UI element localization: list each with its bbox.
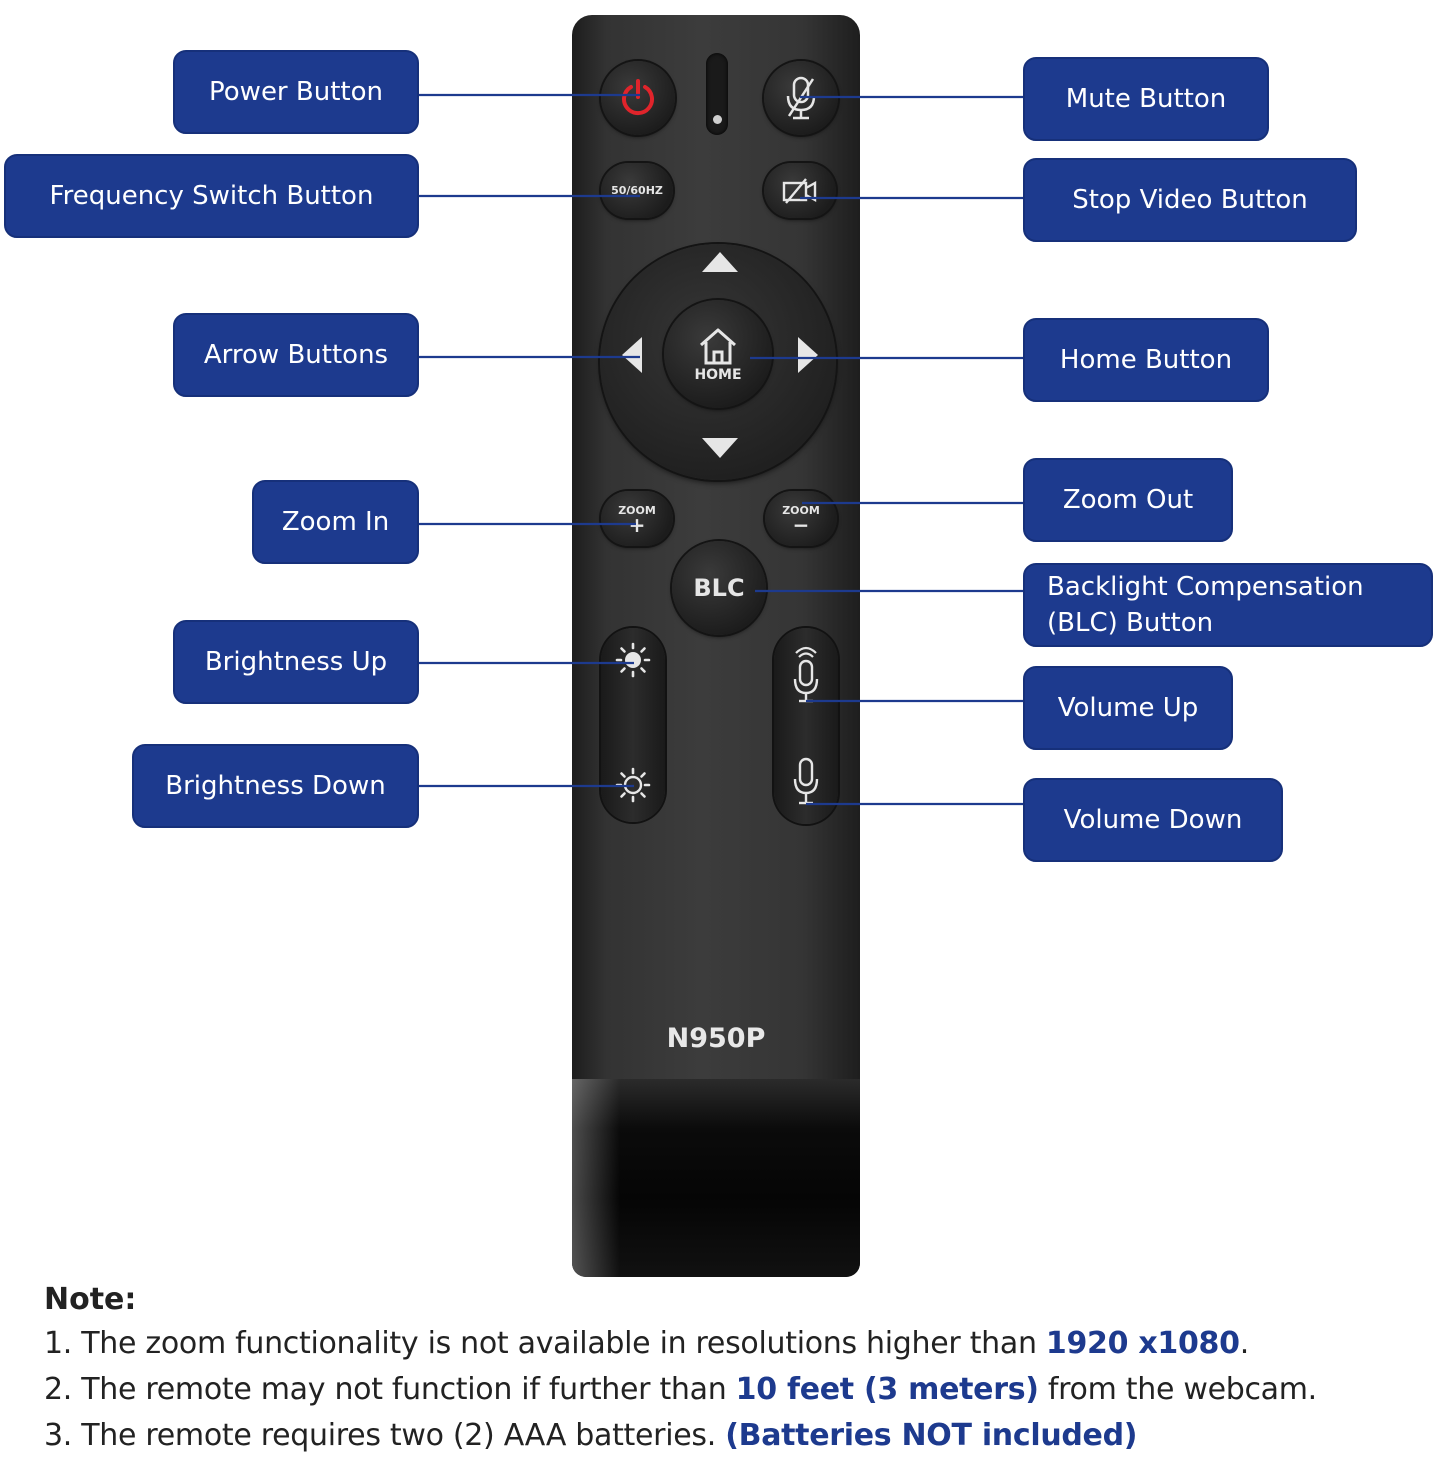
note-2-text: 2. The remote may not function if further than [44, 1372, 736, 1407]
note-line-2 [44, 1367, 1434, 1413]
zoom-in-label: ZOOM [618, 503, 656, 517]
label-volume-down: Volume Down [1023, 778, 1283, 862]
notes-section [44, 1282, 1434, 1459]
label-brightness-up: Brightness Up [173, 620, 419, 704]
frequency-button-label: 50/60HZ [611, 183, 663, 197]
note-2-highlight: 10 feet (3 meters) [735, 1372, 1039, 1407]
note-3-highlight: (Batteries NOT included) [725, 1418, 1138, 1453]
zoom-out-label: ZOOM [782, 503, 820, 517]
notes-title: Note: [44, 1282, 137, 1317]
label-blc-button [1023, 563, 1433, 647]
label-home-button: Home Button [1023, 318, 1269, 402]
label-mute-button: Mute Button [1023, 57, 1269, 141]
label-frequency-switch: Frequency Switch Button [4, 154, 419, 238]
label-arrow-buttons: Arrow Buttons [173, 313, 419, 397]
minus-icon: − [792, 512, 810, 537]
note-1-text: 1. The zoom functionality is not available in resolutions higher than [44, 1326, 1046, 1361]
label-zoom-out: Zoom Out [1023, 458, 1233, 542]
model-name: N950P [666, 1023, 766, 1054]
note-line-1 [44, 1321, 1434, 1367]
note-1-end: . [1239, 1326, 1249, 1361]
label-zoom-in: Zoom In [252, 480, 419, 564]
note-line-3 [44, 1413, 1434, 1459]
label-blc-line2: (BLC) Button [1047, 608, 1214, 638]
note-1-highlight: 1920 x1080 [1045, 1326, 1240, 1361]
note-3-text: 3. The remote requires two (2) AAA batteries. [44, 1418, 726, 1453]
blc-button-label: BLC [693, 574, 745, 602]
label-brightness-down: Brightness Down [132, 744, 419, 828]
label-blc-line1: Backlight Compensation [1047, 572, 1364, 602]
label-power-button: Power Button [173, 50, 419, 134]
label-volume-up: Volume Up [1023, 666, 1233, 750]
plus-icon: + [628, 512, 646, 537]
home-button-label: HOME [694, 367, 742, 383]
note-2-end: from the webcam. [1038, 1372, 1317, 1407]
label-stop-video: Stop Video Button [1023, 158, 1357, 242]
